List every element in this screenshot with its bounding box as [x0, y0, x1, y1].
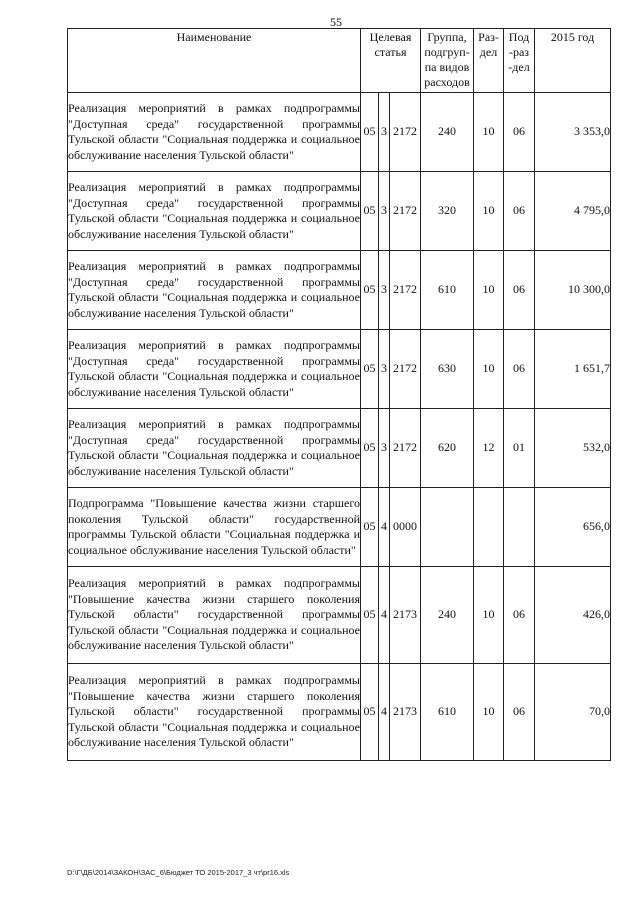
row-expense-group-cell: 620	[421, 409, 474, 488]
row-name-cell: Реализация мероприятий в рамках подпрограммы "Повышение качества жизни старшего поколения Тульской области" государственной программы Тульской области "Социальная поддержка и социальное обслуживание населения Тульской области"	[68, 664, 361, 761]
row-article-direction-cell: 2173	[390, 567, 421, 664]
row-amount-cell: 3 353,0	[535, 93, 611, 172]
row-amount-cell: 70,0	[535, 664, 611, 761]
table-row	[68, 488, 611, 567]
row-name-cell: Реализация мероприятий в рамках подпрограммы "Доступная среда" государственной программы Тульской области "Социальная поддержка и социальное обслуживание населения Тульской области"	[68, 251, 361, 330]
row-article-subprogram-cell: 3	[379, 330, 390, 409]
row-subsection-cell: 06	[504, 172, 535, 251]
row-section-cell: 10	[474, 567, 504, 664]
row-expense-group-cell	[421, 488, 474, 567]
row-article-program-cell: 05	[361, 488, 379, 567]
row-article-subprogram-cell: 3	[379, 251, 390, 330]
table-row	[68, 330, 611, 409]
table-row	[68, 567, 611, 664]
row-article-program-cell: 05	[361, 93, 379, 172]
row-expense-group-cell: 610	[421, 251, 474, 330]
header-target-article: Целевая статья	[361, 29, 421, 93]
budget-table	[67, 28, 611, 761]
row-expense-group-cell: 320	[421, 172, 474, 251]
row-section-cell: 10	[474, 664, 504, 761]
row-article-program-cell: 05	[361, 330, 379, 409]
row-name-cell: Подпрограмма "Повышение качества жизни старшего поколения Тульской области" государственной программы Тульской области "Социальная поддержка и социальное обслуживание населения Тульской области"	[68, 488, 361, 567]
row-article-subprogram-cell: 3	[379, 93, 390, 172]
row-amount-cell: 426,0	[535, 567, 611, 664]
row-article-subprogram-cell: 3	[379, 409, 390, 488]
table-row	[68, 664, 611, 761]
row-expense-group-cell: 610	[421, 664, 474, 761]
row-subsection-cell: 06	[504, 93, 535, 172]
row-name-cell: Реализация мероприятий в рамках подпрограммы "Доступная среда" государственной программы Тульской области "Социальная поддержка и социальное обслуживание населения Тульской области"	[68, 172, 361, 251]
header-subsection: Под-раз-дел	[504, 29, 535, 93]
row-amount-cell: 1 651,7	[535, 330, 611, 409]
header-expense-group: Группа, подгруп-па видов расходов	[421, 29, 474, 93]
page-number: 55	[330, 15, 342, 29]
row-amount-cell: 4 795,0	[535, 172, 611, 251]
row-article-subprogram-cell: 4	[379, 567, 390, 664]
row-article-direction-cell: 0000	[390, 488, 421, 567]
row-article-subprogram-cell: 4	[379, 664, 390, 761]
row-section-cell: 10	[474, 251, 504, 330]
row-article-program-cell: 05	[361, 172, 379, 251]
header-name: Наименование	[68, 29, 361, 93]
row-section-cell: 12	[474, 409, 504, 488]
row-subsection-cell: 06	[504, 664, 535, 761]
row-expense-group-cell: 630	[421, 330, 474, 409]
table-header-row	[68, 29, 611, 93]
table-row	[68, 251, 611, 330]
file-path-footer: D:\Г\ДБ\2014\ЗАКОН\ЗАС_6\Бюджет ТО 2015-2017_3 чт\pr16.xls	[67, 868, 290, 877]
row-section-cell: 10	[474, 172, 504, 251]
row-subsection-cell: 01	[504, 409, 535, 488]
row-name-cell: Реализация мероприятий в рамках подпрограммы "Доступная среда" государственной программы Тульской области "Социальная поддержка и социальное обслуживание населения Тульской области"	[68, 93, 361, 172]
row-subsection-cell	[504, 488, 535, 567]
header-year: 2015 год	[535, 29, 611, 93]
row-name-cell: Реализация мероприятий в рамках подпрограммы "Доступная среда" государственной программы Тульской области "Социальная поддержка и социальное обслуживание населения Тульской области"	[68, 409, 361, 488]
row-article-subprogram-cell: 4	[379, 488, 390, 567]
row-article-program-cell: 05	[361, 567, 379, 664]
row-amount-cell: 10 300,0	[535, 251, 611, 330]
row-subsection-cell: 06	[504, 251, 535, 330]
row-section-cell: 10	[474, 93, 504, 172]
row-article-direction-cell: 2172	[390, 93, 421, 172]
row-expense-group-cell: 240	[421, 93, 474, 172]
row-article-direction-cell: 2172	[390, 330, 421, 409]
table-row	[68, 93, 611, 172]
row-section-cell	[474, 488, 504, 567]
header-section: Раз-дел	[474, 29, 504, 93]
row-article-direction-cell: 2172	[390, 172, 421, 251]
row-article-direction-cell: 2172	[390, 251, 421, 330]
table-row	[68, 172, 611, 251]
row-article-program-cell: 05	[361, 664, 379, 761]
row-expense-group-cell: 240	[421, 567, 474, 664]
row-article-program-cell: 05	[361, 251, 379, 330]
row-amount-cell: 656,0	[535, 488, 611, 567]
row-section-cell: 10	[474, 330, 504, 409]
row-name-cell: Реализация мероприятий в рамках подпрограммы "Повышение качества жизни старшего поколения Тульской области" государственной программы Тульской области "Социальная поддержка и социальное обслуживание населения Тульской области"	[68, 567, 361, 664]
row-subsection-cell: 06	[504, 330, 535, 409]
row-article-program-cell: 05	[361, 409, 379, 488]
row-amount-cell: 532,0	[535, 409, 611, 488]
row-subsection-cell: 06	[504, 567, 535, 664]
row-article-direction-cell: 2173	[390, 664, 421, 761]
table-row	[68, 409, 611, 488]
row-name-cell: Реализация мероприятий в рамках подпрограммы "Доступная среда" государственной программы Тульской области "Социальная поддержка и социальное обслуживание населения Тульской области"	[68, 330, 361, 409]
row-article-direction-cell: 2172	[390, 409, 421, 488]
row-article-subprogram-cell: 3	[379, 172, 390, 251]
